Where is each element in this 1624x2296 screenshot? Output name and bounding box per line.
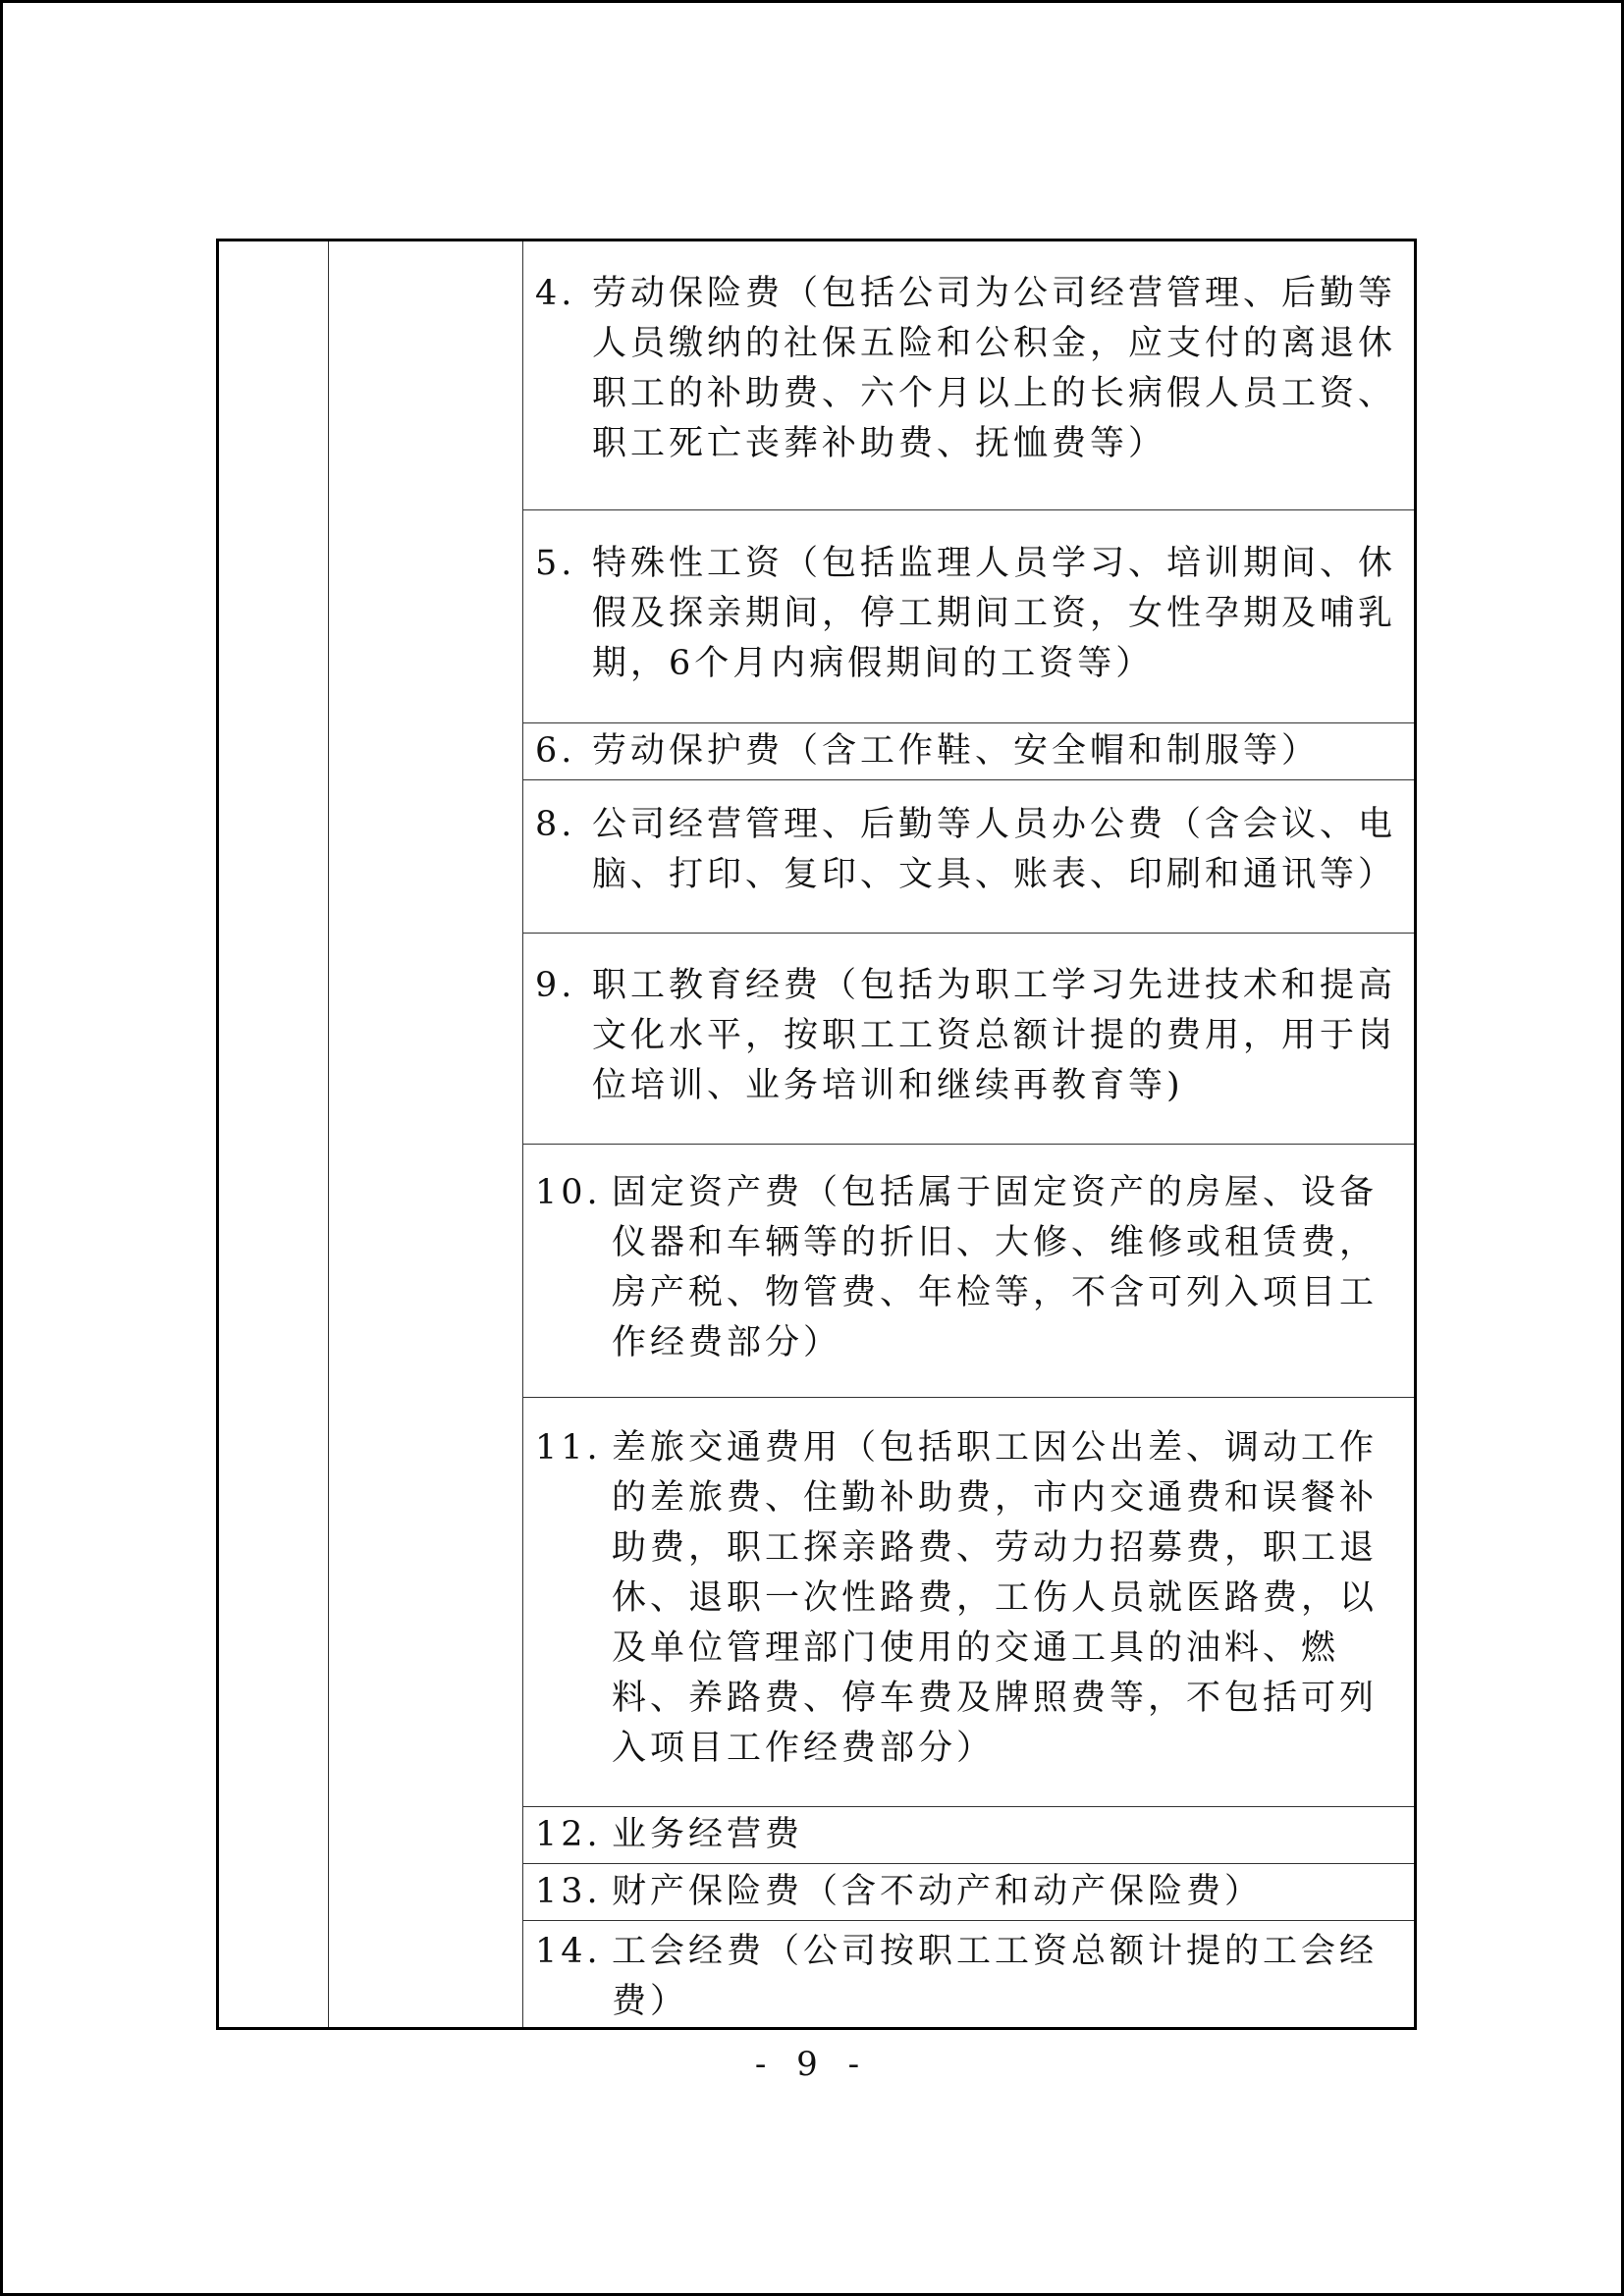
item-text: 业务经营费 [612,1815,804,1854]
table-cell [523,510,1416,723]
item-number: 4. [535,274,576,313]
table-cell [523,1807,1416,1864]
list-item [523,1921,1414,2027]
item-number: 10. [535,1173,602,1212]
item-text: 特殊性工资（包括监理人员学习、培训期间、休假及探亲期间，停工期间工资，女性孕期及哺乳期，6个月内病假期间的工资等） [592,544,1397,683]
table-cell [523,723,1416,780]
item-text: 职工教育经费（包括为职工学习先进技术和提高文化水平，按职工工资总额计提的费用，用于岗位培训、业务培训和继续再教育等) [592,966,1397,1105]
expense-table [216,239,1417,2030]
table-cell [523,1398,1416,1807]
item-text: 劳动保险费（包括公司为公司经营管理、后勤等人员缴纳的社保五险和公积金，应支付的离退休职工的补助费、六个月以上的长病假人员工资、职工死亡丧葬补助费、抚恤费等） [592,274,1397,463]
list-item [523,1398,1414,1774]
empty-column-2 [329,240,523,2029]
item-text: 固定资产费（包括属于固定资产的房屋、设备仪器和车辆等的折旧、大修、维修或租赁费，房产税、物管费、年检等，不含可列入项目工作经费部分） [612,1173,1379,1362]
empty-column-1 [218,240,329,2029]
list-item [523,1864,1414,1917]
list-item [523,1145,1414,1368]
item-text: 劳动保护费（含工作鞋、安全帽和制服等） [592,731,1321,771]
list-item [523,723,1414,776]
item-number: 13. [535,1872,602,1911]
page-number: - 9 - [754,2045,870,2084]
item-text: 差旅交通费用（包括职工因公出差、调动工作的差旅费、住勤补助费，市内交通费和误餐补助费，职工探亲路费、劳动力招募费，职工退休、退职一次性路费，工伤人员就医路费，以及单位管理部门使用的交通工具的油料、燃料、养路费、停车费及牌照费等，不包括可列入项目工作经费部分） [612,1428,1379,1768]
table-cell [523,1921,1416,2029]
item-number: 11. [535,1428,602,1468]
item-number: 14. [535,1932,602,1971]
table-cell [523,1864,1416,1921]
list-item [523,510,1414,689]
list-item [523,934,1414,1111]
item-number: 9. [535,966,576,1005]
table-row [218,240,1416,510]
item-number: 5. [535,544,576,583]
list-item [523,780,1414,900]
list-item [523,241,1414,469]
item-number: 6. [535,731,576,771]
item-number: 12. [535,1815,602,1854]
table-cell [523,1145,1416,1398]
item-text: 工会经费（公司按职工工资总额计提的工会经费） [612,1932,1379,2021]
table-cell [523,240,1416,510]
table-cell [523,780,1416,934]
item-text: 财产保险费（含不动产和动产保险费） [612,1872,1264,1911]
table-cell [523,934,1416,1145]
item-number: 8. [535,805,576,844]
list-item [523,1807,1414,1860]
item-text: 公司经营管理、后勤等人员办公费（含会议、电脑、打印、复印、文具、账表、印刷和通讯等） [592,805,1397,894]
